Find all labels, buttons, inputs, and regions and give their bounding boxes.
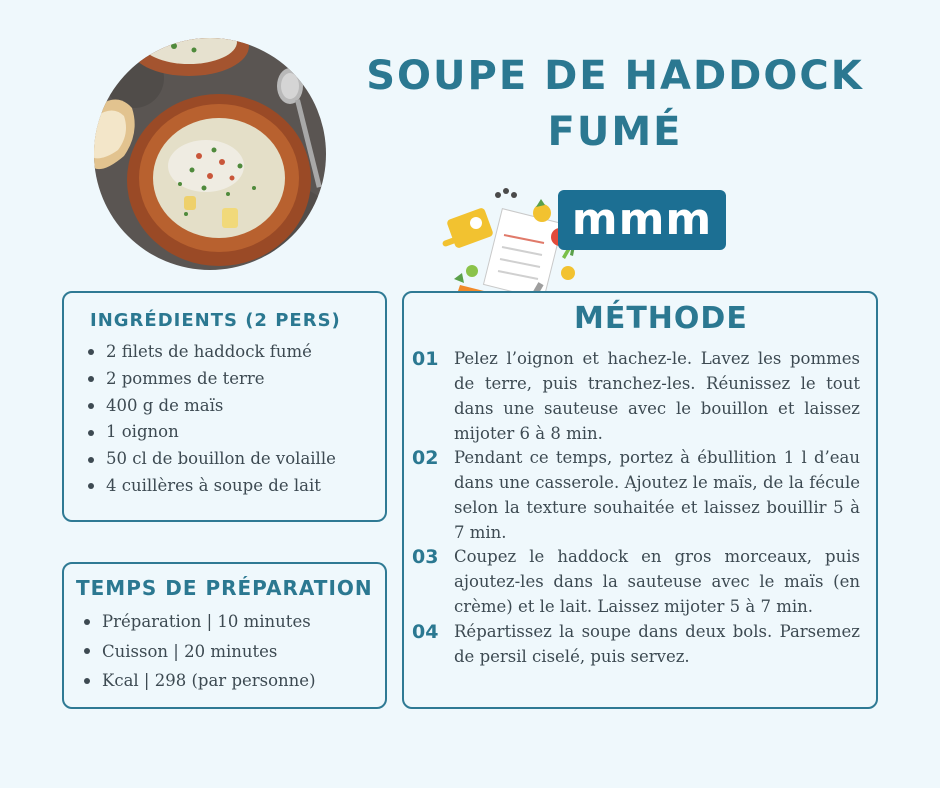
- step-text: Pelez l’oignon et hachez-le. Lavez les pommes de terre, puis tranchez-les. Réunissez le tout dans une sauteuse avec le bouillon et laissez mijoter 6 à 8 min.: [454, 349, 860, 443]
- step-text: Coupez le haddock en gros morceaux, puis ajoutez-les dans la sauteuse avec le maïs (en crème) et le lait. Laissez mijoter 5 à 7 min.: [454, 547, 860, 616]
- ingredient-item: 1 oignon: [86, 419, 336, 446]
- ingredients-card: [62, 291, 387, 522]
- ingredient-item: 50 cl de bouillon de volaille: [86, 446, 336, 473]
- ingredients-list: [86, 339, 336, 500]
- prep-time-item: Kcal | 298 (par personne): [82, 666, 316, 696]
- prep-time-item: Cuisson | 20 minutes: [82, 637, 316, 667]
- step-number: 03: [412, 546, 439, 568]
- prep-time-card: [62, 562, 387, 709]
- soup-photo: [94, 38, 326, 270]
- recipe-title: SOUPE DE HADDOCK FUMÉ: [366, 53, 864, 155]
- prep-time-list: [82, 607, 316, 696]
- prep-time-item: Préparation | 10 minutes: [82, 607, 316, 637]
- mmm-badge: mmm: [558, 190, 726, 250]
- step-number: 02: [412, 447, 439, 469]
- method-card: [402, 291, 878, 709]
- step-number: 04: [412, 621, 439, 643]
- step-text: Répartissez la soupe dans deux bols. Parsemez de persil ciselé, puis servez.: [454, 622, 860, 666]
- ingredient-item: 4 cuillères à soupe de lait: [86, 473, 336, 500]
- ingredient-item: 400 g de maïs: [86, 393, 336, 420]
- method-heading: MÉTHODE: [574, 301, 748, 336]
- ingredient-item: 2 filets de haddock fumé: [86, 339, 336, 366]
- step-text: Pendant ce temps, portez à ébullition 1 l d’eau dans une casserole. Ajoutez le maïs, de la fécule selon la texture souhaitée et laissez bouillir 5 à 7 min.: [454, 448, 860, 542]
- step-number: 01: [412, 348, 439, 370]
- prep-time-heading: TEMPS DE PRÉPARATION: [76, 576, 373, 600]
- ingredient-item: 2 pommes de terre: [86, 366, 336, 393]
- ingredients-heading: INGRÉDIENTS (2 PERS): [90, 310, 341, 331]
